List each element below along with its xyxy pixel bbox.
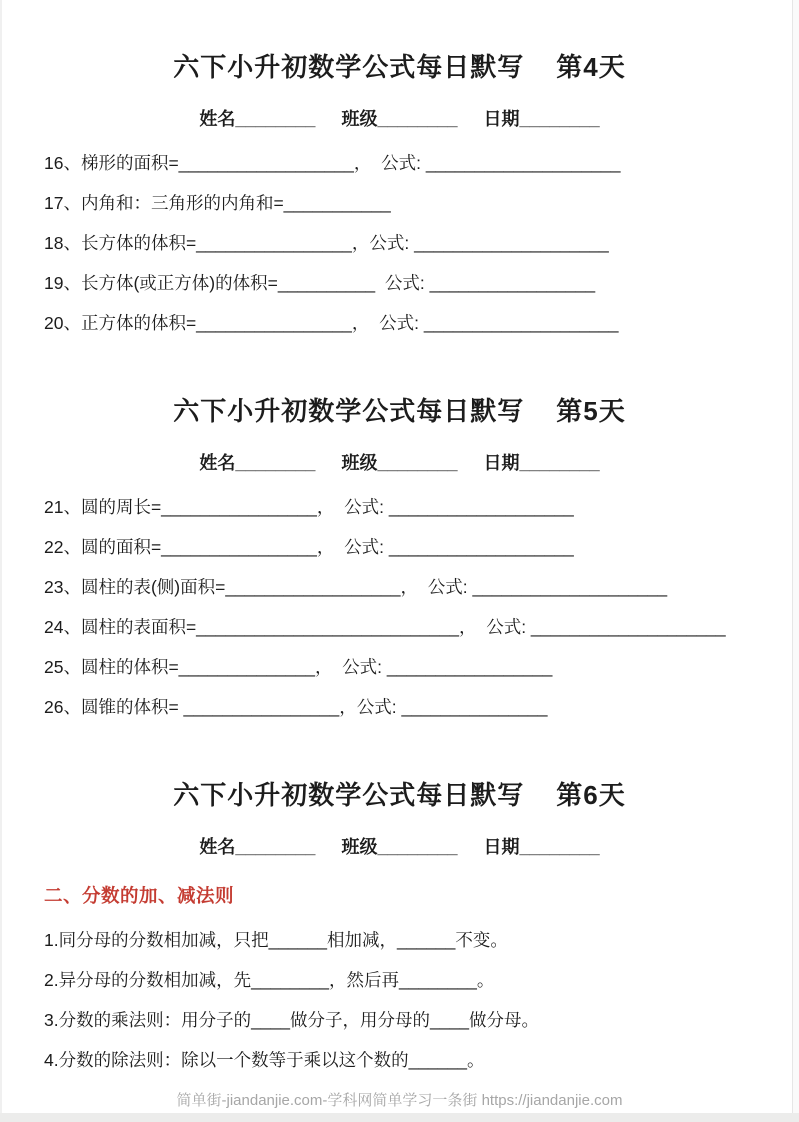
sections-container [44,52,755,1071]
field-label: 姓名 [199,452,236,473]
worksheet-item: 19、长方体(或正方体)的体积=__________ 公式: _________________ [44,272,596,293]
worksheet-section-3 [44,780,755,1072]
field-label: 班级 [341,836,378,857]
field-label: 日期 [483,836,520,857]
field-label: 班级 [341,109,378,130]
field-blank-line: ________ [377,452,458,473]
page-left-edge [0,0,2,1122]
name-class-date-row [44,109,755,131]
worksheet-section-1 [44,52,755,334]
items-list [44,152,755,334]
section-title [44,52,755,83]
field-blank-line: ________ [235,836,316,857]
worksheet-item: 17、内角和：三角形的内角和=___________ [44,192,391,213]
field-label: 班级 [341,452,378,473]
field-blank-line: ________ [519,836,600,857]
name-class-date-row [44,453,755,475]
field-blank-line: ________ [519,109,600,130]
worksheet-item: 21、圆的周长=________________， 公式: ___________________ [44,496,574,517]
footer-watermark: 简单街-jiandanjie.com-学科网简单学习一条街 https://jiandanjie.com [176,1092,623,1110]
worksheet-item: 23、圆柱的表(侧)面积=__________________， 公式: ____________________ [44,576,668,597]
section-title-text: 六下小升初数学公式每日默写 [173,52,525,82]
section-subheading: 二、分数的加、减法则 [44,885,235,907]
items-list [44,496,755,718]
items-list [44,929,755,1071]
field-label: 日期 [483,109,520,130]
header-field [484,837,600,859]
header-field [199,109,315,131]
field-label: 日期 [483,452,520,473]
worksheet-item: 1.同分母的分数相加减，只把______相加减，______不变。 [44,930,508,951]
page-bottom-edge [0,1113,799,1122]
section-title [44,396,755,427]
worksheet-item: 2.异分母的分数相加减，先________，然后再________。 [44,970,495,991]
field-blank-line: ________ [377,836,458,857]
header-field [341,837,457,859]
worksheet-item: 20、正方体的体积=________________， 公式: ____________________ [44,312,619,333]
section-title [44,780,755,811]
worksheet-item: 4.分数的除法则：除以一个数等于乘以这个数的______。 [44,1050,485,1071]
header-field [484,109,600,131]
section-day-label: 第5天 [556,395,626,426]
field-blank-line: ________ [235,109,316,130]
field-label: 姓名 [199,109,236,130]
section-day-label: 第6天 [556,779,626,810]
header-field [199,837,315,859]
page-right-edge [792,0,799,1122]
field-label: 姓名 [199,836,236,857]
worksheet-item: 25、圆柱的体积=______________， 公式: _________________ [44,656,553,677]
header-field [484,453,600,475]
name-class-date-row [44,837,755,859]
header-field [341,453,457,475]
worksheet-item: 22、圆的面积=________________， 公式: ___________________ [44,536,574,557]
worksheet-item: 24、圆柱的表面积=___________________________， 公式: ____________________ [44,616,726,637]
header-field [199,453,315,475]
field-blank-line: ________ [377,109,458,130]
worksheet-item: 18、长方体的体积=________________，公式: ____________________ [44,232,609,253]
section-title-text: 六下小升初数学公式每日默写 [173,779,525,810]
field-blank-line: ________ [519,452,600,473]
worksheet-section-2 [44,396,755,718]
worksheet-item: 16、梯形的面积=__________________， 公式: ____________________ [44,152,621,173]
worksheet-item: 26、圆锥的体积= ________________，公式: _______________ [44,696,548,717]
field-blank-line: ________ [235,452,316,473]
section-title-text: 六下小升初数学公式每日默写 [173,395,525,426]
worksheet-item: 3.分数的乘法则：用分子的____做分子，用分母的____做分母。 [44,1010,539,1031]
section-day-label: 第4天 [556,52,626,82]
header-field [341,109,457,131]
